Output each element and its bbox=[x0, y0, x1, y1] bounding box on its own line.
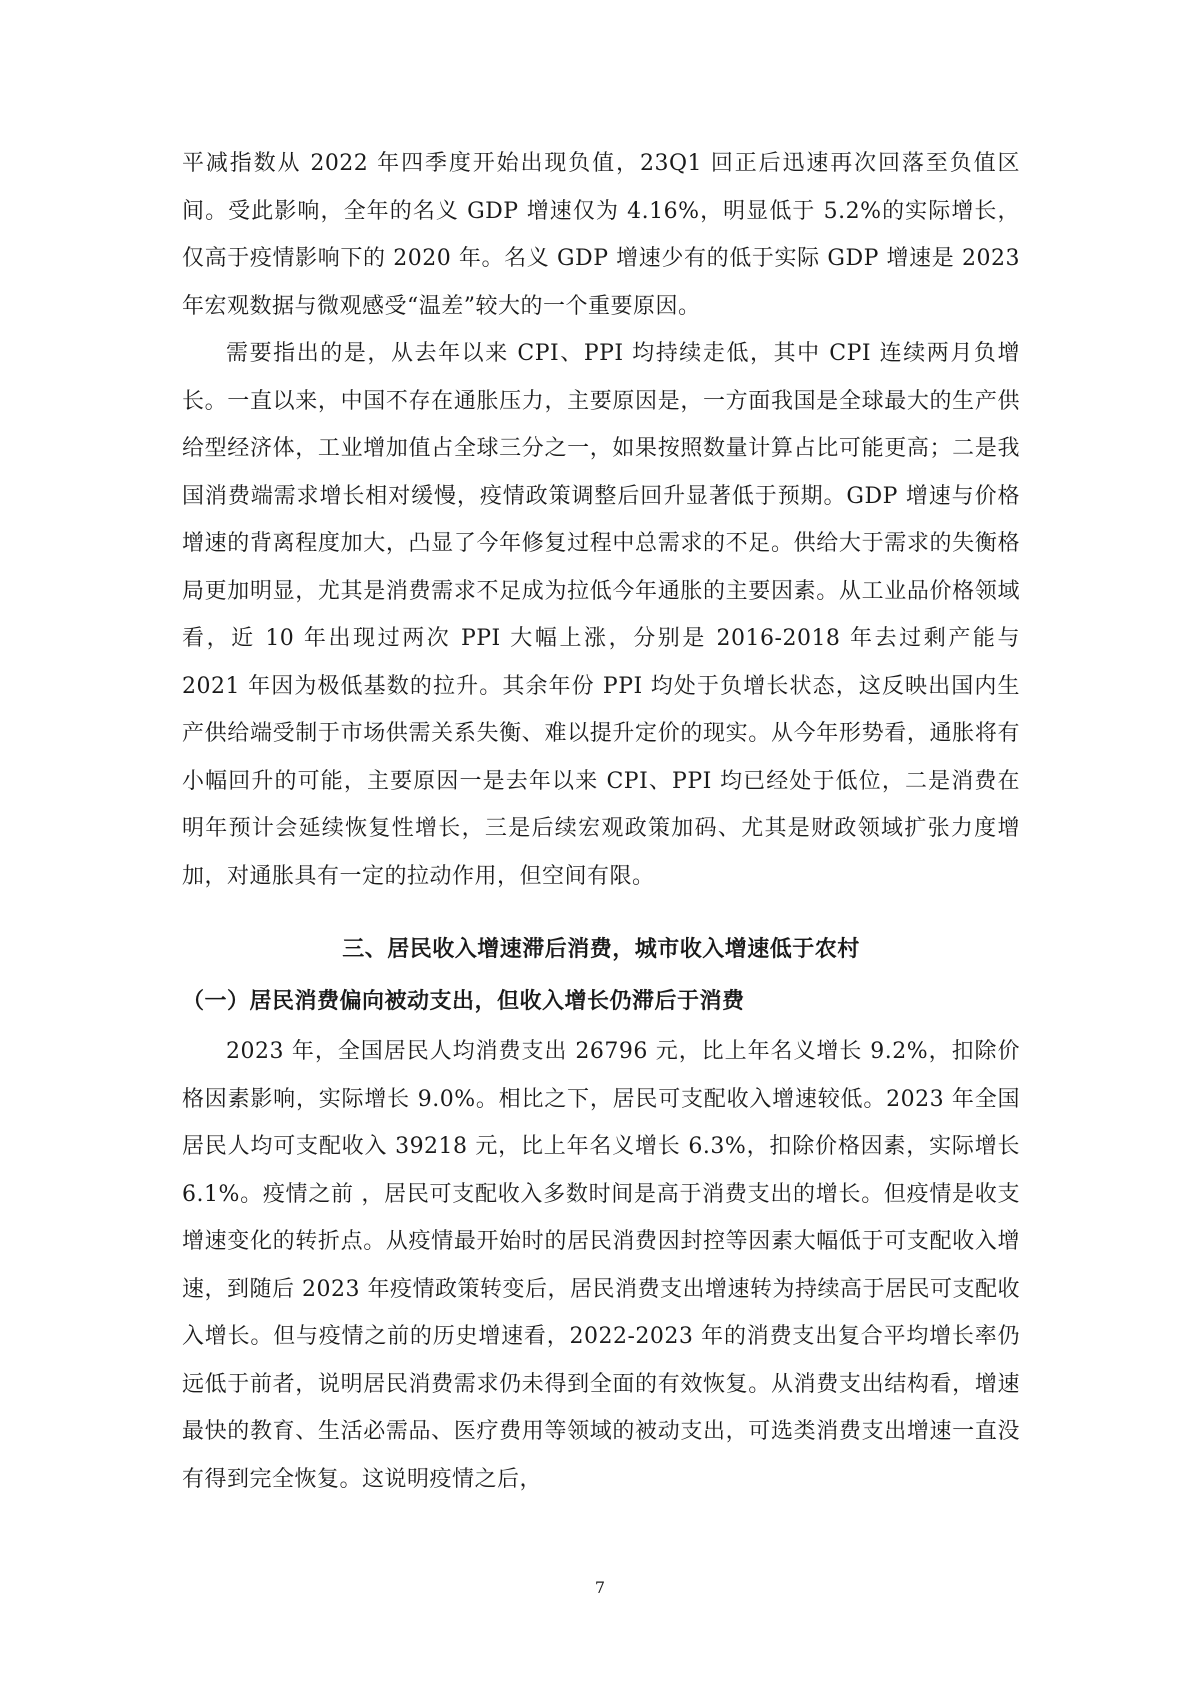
body-paragraph-1: 平减指数从 2022 年四季度开始出现负值，23Q1 回正后迅速再次回落至负值区间。受此影响，全年的名义 GDP 增速仅为 4.16%，明显低于 5.2%的实际增长，仅高于疫情影响下的 2020 年。名义 GDP 增速少有的低于实际 GDP 增速是 2023 年宏观数据与微观感受“温差”较大的一个重要原因。 bbox=[182, 151, 1020, 319]
body-paragraph-2: 需要指出的是，从去年以来 CPI、PPI 均持续走低，其中 CPI 连续两月负增长。一直以来，中国不存在通胀压力，主要原因是，一方面我国是全球最大的生产供给型经济体，工业增加值占全球三分之一，如果按照数量计算占比可能更高；二是我国消费端需求增长相对缓慢，疫情政策调整后回升显著低于预期。GDP 增速与价格增速的背离程度加大，凸显了今年修复过程中总需求的不足。供给大于需求的失衡格局更加明显，尤其是消费需求不足成为拉低今年通胀的主要因素。从工业品价格领域看，近 10 年出现过两次 PPI 大幅上涨，分别是 2016-2018 年去过剩产能与 2021 年因为极低基数的拉升。其余年份 PPI 均处于负增长状态，这反映出国内生产供给端受制于市场供需关系失衡、难以提升定价的现实。从今年形势看，通胀将有小幅回升的可能，主要原因一是去年以来 CPI、PPI 均已经处于低位，二是消费在明年预计会延续恢复性增长，三是后续宏观政策加码、尤其是财政领域扩张力度增加，对通胀具有一定的拉动作用，但空间有限。 bbox=[182, 341, 1020, 889]
subsection-title: （一）居民消费偏向被动支出，但收入增长仍滞后于消费 bbox=[182, 989, 745, 1014]
page-number: 7 bbox=[594, 1578, 606, 1597]
page-content bbox=[182, 140, 1020, 1503]
section-title: 三、居民收入增速滞后消费，城市收入增速低于农村 bbox=[342, 937, 860, 962]
body-paragraph-3: 2023 年，全国居民人均消费支出 26796 元，比上年名义增长 9.2%，扣除价格因素影响，实际增长 9.0%。相比之下，居民可支配收入增速较低。2023 年全国居民人均可支配收入 39218 元，比上年名义增长 6.3%，扣除价格因素，实际增长 6.1%。疫情之前 ，居民可支配收入多数时间是高于消费支出的增长。但疫情是收支增速变化的转折点。从疫情最开始时的居民消费因封控等因素大幅低于可支配收入增速，到随后 2023 年疫情政策转变后，居民消费支出增速转为持续高于居民可支配收入增长。但与疫情之前的历史增速看，2022-2023 年的消费支出复合平均增长率仍远低于前者，说明居民消费需求仍未得到全面的有效恢复。从消费支出结构看，增速最快的教育、生活必需品、医疗费用等领域的被动支出，可选类消费支出增速一直没有得到完全恢复。这说明疫情之后， bbox=[182, 1039, 1020, 1492]
